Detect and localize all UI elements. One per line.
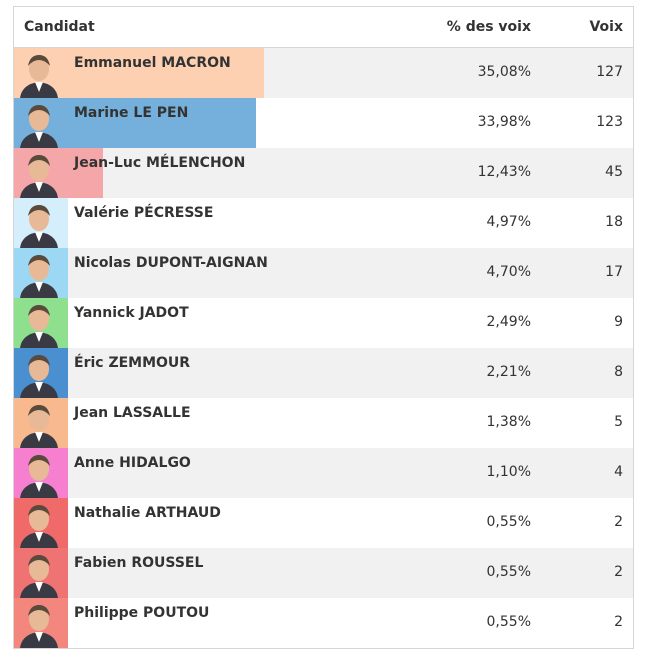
table-body [14,48,633,648]
candidate-name: Philippe POUTOU [74,605,210,621]
table-row [14,498,633,548]
candidate-photo [14,148,64,198]
candidate-photo [14,348,64,398]
candidate-name: Valérie PÉCRESSE [74,205,214,221]
vote-percent: 2,21% [486,364,531,380]
candidate-photo [14,598,64,648]
table-row [14,548,633,598]
vote-count: 2 [614,514,623,530]
vote-percent: 4,70% [486,264,531,280]
candidate-photo [14,198,64,248]
candidate-photo [14,248,64,298]
table-row [14,148,633,198]
vote-percent: 1,38% [486,414,531,430]
candidate-name: Yannick JADOT [74,305,189,321]
candidate-name: Jean LASSALLE [74,405,191,421]
vote-count: 2 [614,564,623,580]
vote-percent: 4,97% [486,214,531,230]
table-row [14,198,633,248]
vote-percent: 0,55% [486,564,531,580]
header-percent[interactable]: % des voix [446,19,531,35]
table-row [14,98,633,148]
vote-count: 2 [614,614,623,630]
candidate-name: Nicolas DUPONT-AIGNAN [74,255,268,271]
candidate-name: Jean-Luc MÉLENCHON [74,155,246,171]
vote-percent: 2,49% [486,314,531,330]
header-votes[interactable]: Voix [589,19,623,35]
vote-percent: 35,08% [477,64,531,80]
candidate-name: Éric ZEMMOUR [74,355,191,371]
candidate-name: Fabien ROUSSEL [74,555,204,571]
candidate-photo [14,298,64,348]
candidate-photo [14,48,64,98]
candidate-photo [14,98,64,148]
vote-count: 17 [605,264,623,280]
table-row [14,598,633,648]
candidate-photo [14,448,64,498]
vote-count: 123 [596,114,623,130]
vote-count: 5 [614,414,623,430]
table-header [14,7,633,48]
results-table [13,6,634,649]
table-row [14,348,633,398]
candidate-name: Anne HIDALGO [74,455,191,471]
vote-count: 18 [605,214,623,230]
table-row [14,248,633,298]
table-row [14,398,633,448]
vote-percent: 0,55% [486,514,531,530]
candidate-photo [14,498,64,548]
candidate-photo [14,548,64,598]
vote-percent: 33,98% [477,114,531,130]
candidate-name: Emmanuel MACRON [74,55,231,71]
vote-count: 8 [614,364,623,380]
vote-count: 45 [605,164,623,180]
vote-count: 127 [596,64,623,80]
candidate-photo [14,398,64,448]
candidate-name: Nathalie ARTHAUD [74,505,221,521]
table-row [14,298,633,348]
table-row [14,448,633,498]
header-candidate[interactable]: Candidat [24,19,95,35]
vote-percent: 12,43% [477,164,531,180]
vote-count: 9 [614,314,623,330]
table-row [14,48,633,98]
vote-percent: 1,10% [486,464,531,480]
candidate-name: Marine LE PEN [74,105,189,121]
vote-percent: 0,55% [486,614,531,630]
vote-count: 4 [614,464,623,480]
